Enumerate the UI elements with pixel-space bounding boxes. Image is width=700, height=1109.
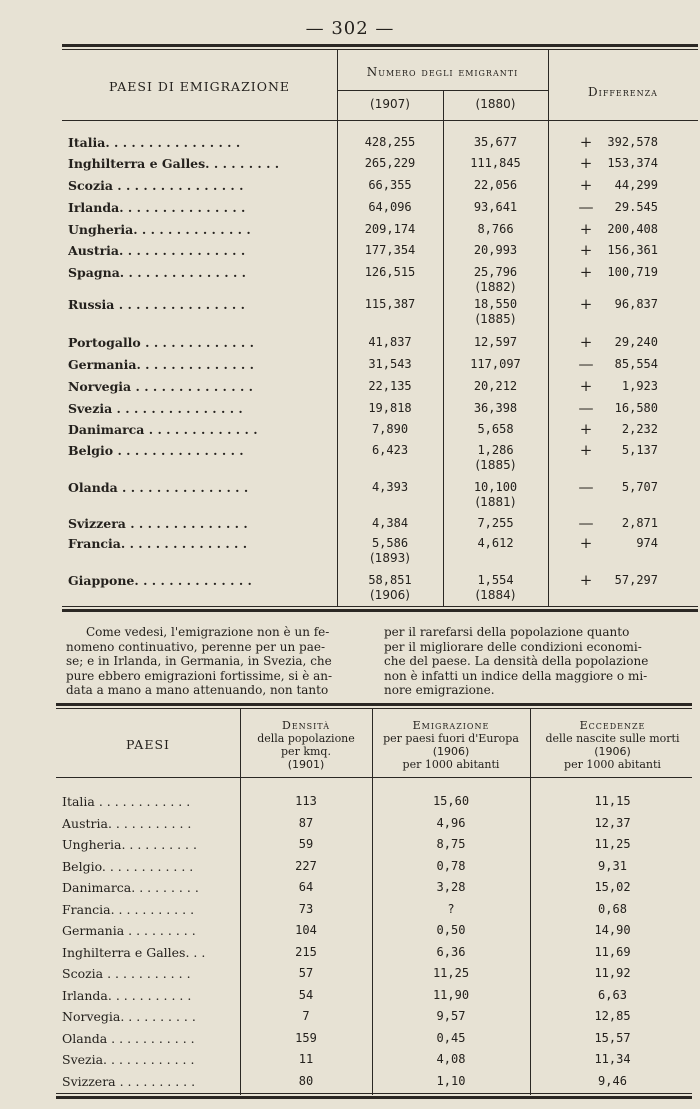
table1-difference-sign: + (579, 176, 593, 194)
table1-header-year-a: (1907) (370, 97, 410, 111)
table1-emigrants-1907-cell: 6,423 (371, 443, 409, 457)
table2-header-emigration (372, 719, 530, 771)
table1-country-cell: Irlanda. . . . . . . . . . . . . . . (68, 200, 246, 215)
table1-emigrants-1907-cell: 4,384 (371, 516, 409, 530)
table1-country-cell: Spagna. . . . . . . . . . . . . . . (68, 265, 246, 280)
table1-emigrants-1880-cell: 20,993 (473, 243, 518, 257)
table2-excess-cell: 11,34 (594, 1052, 631, 1066)
table2-density-cell: 87 (298, 815, 314, 830)
table1-difference-sign: + (579, 133, 593, 151)
table1-difference-cell: 156,361 (607, 243, 658, 257)
table2-excess-cell: 0,68 (598, 901, 627, 916)
table1-year-note-cell: (1885) (475, 312, 516, 326)
table1-emigrants-1880-cell: 20,212 (473, 379, 518, 393)
table2-country-cell: Irlanda. . . . . . . . . . . (62, 987, 192, 1003)
table2-emigration-cell: 0,50 (436, 923, 466, 937)
table1-country-cell: Germania. . . . . . . . . . . . . . (68, 357, 254, 372)
table1-difference-cell: 5,707 (621, 480, 658, 494)
table2-density-cell: 7 (302, 1009, 310, 1023)
table1-difference-cell: 200,408 (607, 222, 658, 236)
table1-emigrants-1880-cell: 93,641 (473, 200, 518, 214)
table2-emigration-cell: 1,10 (436, 1073, 466, 1088)
table1-difference-cell: 2,871 (621, 516, 658, 530)
table1-difference-sign: + (579, 154, 593, 172)
table1-emigrants-1880-cell: 117,097 (470, 357, 521, 371)
table2-bottom-rule-thick (56, 1096, 692, 1099)
table2-header-density (240, 719, 372, 771)
paragraph-line: nore emigrazione. (384, 683, 495, 697)
table2-country-cell: Scozia . . . . . . . . . . . (62, 966, 191, 981)
table2-emigration-cell: 3,28 (436, 880, 466, 894)
table2-emigration-cell: 9,57 (436, 1009, 466, 1023)
table1-bottom-rule-thick (62, 609, 698, 612)
table1-emigrants-1880-cell: 35,677 (473, 135, 518, 149)
table1-country-cell: Russia . . . . . . . . . . . . . . . (68, 297, 245, 312)
table1-difference-cell: 44,299 (614, 178, 658, 192)
table2-country-cell: Danimarca. . . . . . . . . (62, 880, 199, 895)
emigration-title: Emigrazione (412, 719, 490, 732)
table1-difference-sign: + (579, 295, 593, 313)
table2-density-cell: 215 (295, 944, 317, 959)
table2-top-rule-thin (56, 708, 692, 709)
table2-emigration-cell: 15,60 (432, 794, 470, 808)
table1-header-difference: Differenza (588, 85, 658, 99)
table1-emigrants-1880-cell: 1,286 (477, 443, 514, 457)
table1-difference-cell: 392,578 (607, 135, 658, 149)
table1-difference-sign: + (579, 571, 593, 589)
table1-difference-sign: + (579, 263, 593, 281)
table1-header-country: PAESI DI EMIGRAZIONE (108, 79, 291, 94)
table2-country-cell: Austria. . . . . . . . . . . (62, 815, 192, 831)
table2-excess-cell: 15,02 (594, 880, 631, 894)
table1-emigrants-1907-cell: 31,543 (368, 357, 412, 371)
table1-bottom-rule (62, 606, 698, 607)
paragraph-line: nomeno continuativo, perenne per un pae- (66, 639, 326, 654)
paragraph-line: che del paese. La densità della popolazione (384, 654, 649, 668)
table1-emigrants-1880-cell: 1,554 (477, 573, 514, 587)
paragraph-line: data a mano a mano attenuando, non tanto (66, 683, 329, 697)
table2-excess-cell: 14,90 (594, 923, 631, 937)
table1-top-rule (62, 44, 698, 47)
table2-bottom-rule (56, 1093, 692, 1094)
excess-line: delle nascite sulle morti (545, 732, 680, 745)
table1-header-group: Numero degli emigranti (366, 65, 519, 79)
table2-country-cell: Svezia. . . . . . . . . . . . (62, 1052, 195, 1067)
table2-excess-cell: 11,25 (594, 837, 631, 851)
page-number: — 302 — (305, 18, 395, 39)
table1-difference-sign: — (578, 198, 594, 216)
table1-country-cell: Belgio . . . . . . . . . . . . . . . (68, 443, 244, 458)
paragraph-line: Come vedesi, l'emigrazione non è un fe- (86, 625, 330, 639)
table2-header-excess (530, 719, 695, 771)
table1-difference-sign: + (579, 377, 593, 395)
table2-density-cell: 54 (298, 987, 314, 1002)
table1-emigrants-1907-cell: 41,837 (368, 335, 412, 349)
table1-country-cell: Danimarca . . . . . . . . . . . . . (68, 422, 258, 437)
table1-group-rule (337, 90, 548, 91)
table2-emigration-cell: 6,36 (436, 944, 466, 959)
table2-density-cell: 104 (295, 923, 317, 937)
excess-year: (1906) (594, 745, 631, 758)
table1-difference-cell: 57,297 (614, 573, 658, 587)
table1-emigrants-1907-cell: 5,586 (371, 536, 409, 550)
table1-country-cell: Olanda . . . . . . . . . . . . . . . (68, 480, 249, 495)
table1-emigrants-1880-cell: 5,658 (477, 422, 514, 436)
table1-emigrants-1907-cell: 19,818 (368, 401, 412, 415)
density-year: (1901) (287, 758, 325, 771)
table2-excess-cell: 12,85 (594, 1009, 631, 1023)
table1-header-rule (62, 120, 698, 121)
density-line: per kmq. (281, 745, 331, 758)
table1-year-note-cell: (1893) (370, 551, 410, 565)
table1-emigrants-1880-cell: 36,398 (473, 401, 518, 415)
table2-excess-cell: 11,69 (594, 944, 631, 959)
table2-emigration-cell: 11,25 (432, 966, 470, 980)
table1-emigrants-1907-cell: 177,354 (364, 243, 416, 257)
table2-country-cell: Francia. . . . . . . . . . . (62, 901, 195, 917)
paragraph-line: se; e in Irlanda, in Germania, in Svezia, che (66, 654, 332, 668)
table1-difference-cell: 16,580 (614, 401, 658, 415)
table2-country-cell: Svizzera . . . . . . . . . . (62, 1073, 196, 1089)
table1-emigrants-1907-cell: 209,174 (364, 222, 416, 236)
table2-country-cell: Belgio. . . . . . . . . . . . (62, 858, 194, 874)
table2-excess-cell: 11,15 (594, 794, 631, 808)
table1-emigrants-1880-cell: 10,100 (473, 480, 518, 494)
paragraph-line: per il rarefarsi della popolazione quanto (384, 625, 630, 639)
table2-excess-cell: 12,37 (594, 815, 631, 830)
table1-emigrants-1880-cell: 12,597 (473, 335, 518, 349)
table1-emigrants-1907-cell: 265,229 (364, 156, 416, 170)
table1-difference-cell: 85,554 (614, 357, 658, 371)
table1-emigrants-1880-cell: 18,550 (473, 297, 518, 311)
table1-difference-sign: + (579, 534, 593, 552)
table2-density-cell: 159 (295, 1030, 317, 1045)
table2-country-cell: Ungheria. . . . . . . . . . (62, 837, 197, 852)
density-line: della popolazione (257, 732, 355, 745)
excess-line: per 1000 abitanti (564, 758, 661, 771)
table1-difference-cell: 5,137 (621, 443, 658, 457)
table1-difference-sign: + (579, 220, 593, 238)
table1-country-cell: Francia. . . . . . . . . . . . . . . (68, 536, 248, 551)
table2-density-cell: 11 (298, 1052, 314, 1066)
table1-country-cell: Inghilterra e Galles. . . . . . . . . (68, 156, 280, 171)
emigration-line: per 1000 abitanti (402, 758, 500, 771)
table2-excess-cell: 15,57 (594, 1030, 631, 1045)
table2-density-cell: 227 (295, 858, 317, 873)
table2-density-cell: 73 (298, 901, 314, 916)
paragraph-line: pure ebbero emigrazioni fortissime, si è an- (66, 668, 333, 683)
table1-emigrants-1907-cell: 7,890 (371, 422, 409, 436)
table2-country-cell: Italia . . . . . . . . . . . . (62, 794, 191, 809)
table1-country-cell: Svezia . . . . . . . . . . . . . . . (68, 401, 243, 416)
table2-emigration-cell: 0,78 (436, 858, 466, 873)
table2-country-cell: Olanda . . . . . . . . . . . (62, 1030, 195, 1046)
table2-excess-cell: 11,92 (594, 966, 631, 980)
table1-difference-cell: 2,232 (621, 422, 658, 436)
table1-difference-sign: + (579, 420, 593, 438)
excess-title: Eccedenze (579, 719, 646, 732)
table1-country-cell: Italia. . . . . . . . . . . . . . . . (68, 135, 241, 150)
table1-emigrants-1880-cell: 25,796 (473, 265, 518, 279)
table1-country-cell: Austria. . . . . . . . . . . . . . . (68, 243, 246, 258)
table1-country-cell: Ungheria. . . . . . . . . . . . . . (68, 222, 251, 237)
table1-difference-sign: — (578, 399, 594, 417)
table1-difference-cell: 100,719 (607, 265, 658, 279)
paragraph-right-column (384, 625, 692, 698)
table1-emigrants-1907-cell: 58,851 (368, 573, 412, 587)
table1-difference-sign: — (578, 355, 594, 373)
table2-country-cell: Inghilterra e Galles. . . (62, 944, 206, 960)
emigration-line: per paesi fuori d'Europa (383, 732, 519, 745)
table1-header-year-b: (1880) (475, 97, 516, 111)
table1-emigrants-1907-cell: 64,096 (368, 200, 412, 214)
table2-emigration-cell: 8,75 (436, 837, 466, 851)
table1-difference-cell: 153,374 (607, 156, 658, 170)
density-title: Densità (282, 719, 330, 732)
table2-country-cell: Germania . . . . . . . . . (62, 923, 196, 938)
table1-emigrants-1880-cell: 7,255 (477, 516, 514, 530)
table2-header-rule (56, 777, 692, 778)
table1-country-cell: Norvegia . . . . . . . . . . . . . . (68, 379, 254, 394)
table2-excess-cell: 9,31 (598, 858, 627, 873)
paragraph-line: per il migliorare delle condizioni economi- (384, 639, 642, 654)
emigration-year: (1906) (432, 745, 470, 758)
table1-difference-cell: 96,837 (614, 297, 658, 311)
table2-emigration-cell: 11,90 (432, 987, 470, 1002)
table1-emigrants-1880-cell: 8,766 (477, 222, 514, 236)
table1-difference-cell: 974 (636, 536, 658, 550)
table1-country-cell: Scozia . . . . . . . . . . . . . . . (68, 178, 244, 193)
table1-year-note-cell: (1882) (475, 280, 516, 294)
table1-emigrants-1880-cell: 111,845 (470, 156, 521, 170)
paragraph-left-column (66, 625, 374, 698)
table1-top-rule-thin (62, 49, 698, 50)
table2-header-country: PAESI (126, 737, 170, 752)
table2-excess-cell: 9,46 (598, 1073, 627, 1088)
table1-year-note-cell: (1906) (370, 588, 410, 602)
table2-excess-cell: 6,63 (598, 987, 627, 1002)
table1-emigrants-1907-cell: 115,387 (364, 297, 416, 311)
table1-difference-sign: + (579, 441, 593, 459)
table1-year-note-cell: (1885) (475, 458, 516, 472)
table2-emigration-cell: 4,96 (436, 815, 466, 830)
table1-difference-sign: + (579, 241, 593, 259)
table1-difference-cell: 1,923 (621, 379, 658, 393)
table1-difference-cell: 29,240 (614, 335, 658, 349)
table1-emigrants-1907-cell: 22,135 (368, 379, 412, 393)
table1-country-cell: Svizzera . . . . . . . . . . . . . . (68, 516, 248, 531)
table1-country-cell: Portogallo . . . . . . . . . . . . . (68, 335, 254, 350)
table2-country-cell: Norvegia. . . . . . . . . . (62, 1009, 196, 1024)
table1-difference-cell: 29.545 (614, 200, 658, 214)
table2-emigration-cell: 4,08 (436, 1052, 466, 1066)
table2-density-cell: 113 (295, 794, 317, 808)
table2-emigration-cell: 0,45 (436, 1030, 466, 1045)
table2-emigration-cell: ? (447, 901, 455, 916)
table2-density-cell: 57 (298, 966, 314, 980)
table1-country-cell: Giappone. . . . . . . . . . . . . . (68, 573, 252, 588)
table2-density-cell: 80 (298, 1073, 314, 1088)
paragraph-line: non è infatti un indice della maggiore o mi- (384, 668, 648, 683)
table1-emigrants-1880-cell: 4,612 (477, 536, 514, 550)
table1-emigrants-1907-cell: 66,355 (368, 178, 412, 192)
table1-emigrants-1907-cell: 126,515 (364, 265, 416, 279)
table1-difference-sign: + (579, 333, 593, 351)
table1-emigrants-1880-cell: 22,056 (473, 178, 518, 192)
table2-density-cell: 64 (298, 880, 314, 894)
table1-emigrants-1907-cell: 4,393 (371, 480, 409, 494)
table1-year-note-cell: (1884) (475, 588, 516, 602)
table1-difference-sign: — (578, 514, 594, 532)
table1-emigrants-1907-cell: 428,255 (364, 135, 416, 149)
table1-year-note-cell: (1881) (475, 495, 516, 509)
table2-density-cell: 59 (298, 837, 314, 851)
table1-difference-sign: — (578, 478, 594, 496)
table2-top-rule (56, 703, 692, 706)
table1-divider-3 (548, 50, 549, 606)
